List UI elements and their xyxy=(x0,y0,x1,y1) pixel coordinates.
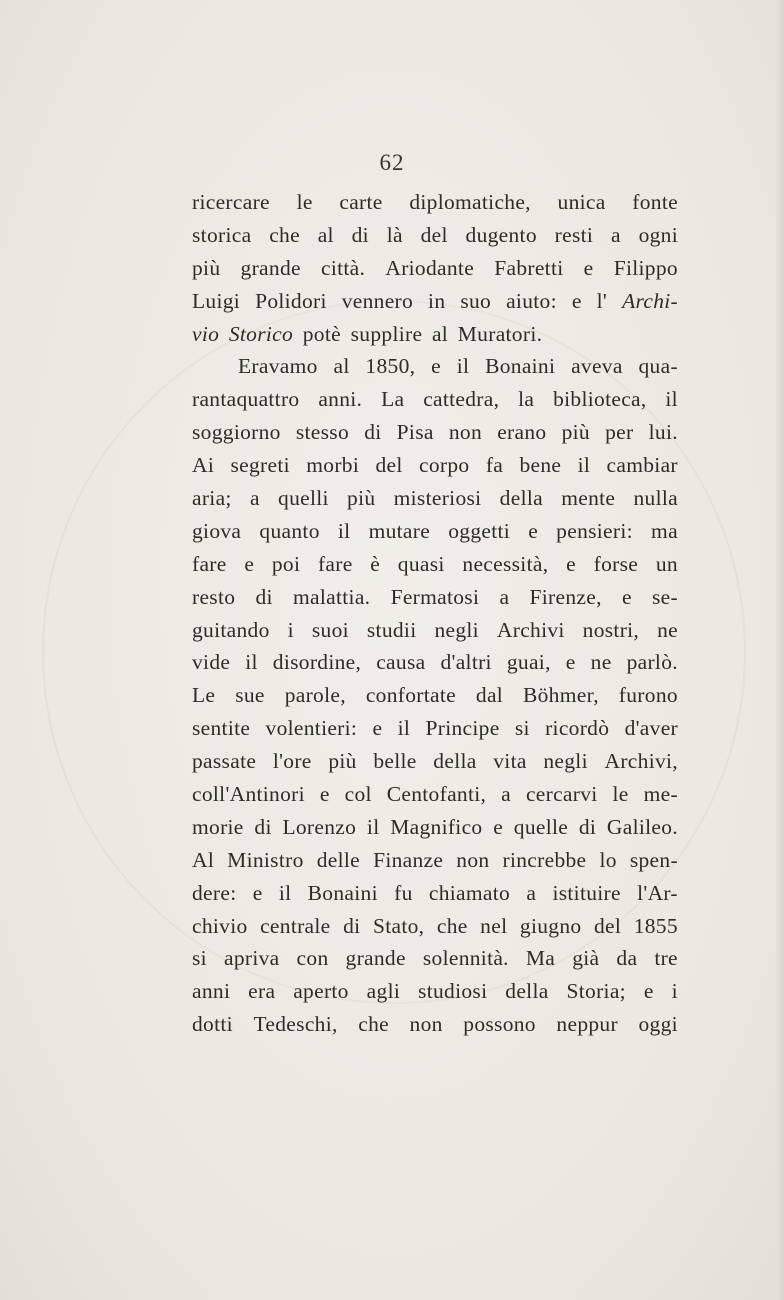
text-line xyxy=(192,350,678,383)
word: cercarvi xyxy=(525,782,598,807)
word: anni. xyxy=(318,387,363,412)
word: aiuto: xyxy=(506,288,557,313)
word: e xyxy=(528,518,539,543)
word: diplomatiche, xyxy=(409,190,531,214)
text-line xyxy=(192,416,678,449)
word: me- xyxy=(643,782,678,807)
word: si xyxy=(192,946,207,971)
word: era xyxy=(248,979,276,1004)
word: Al xyxy=(192,847,215,872)
word: con xyxy=(296,946,329,971)
word: Tedeschi, xyxy=(253,1012,338,1037)
word: giova xyxy=(192,518,242,543)
word: quasi xyxy=(397,551,445,576)
word: non xyxy=(448,420,483,445)
word: Ariodante xyxy=(385,255,475,280)
word: resto xyxy=(192,584,236,609)
text-line xyxy=(192,285,678,318)
word: al xyxy=(431,321,449,346)
word: Stato, xyxy=(372,913,425,938)
word: parole, xyxy=(284,683,346,708)
word: e xyxy=(319,782,330,807)
word: il xyxy=(337,518,351,543)
word: già xyxy=(572,946,600,971)
word: e xyxy=(566,551,576,576)
word: del xyxy=(420,222,448,247)
word: 1855 xyxy=(633,913,678,938)
word: Muratori. xyxy=(457,321,543,346)
word: misteriosi xyxy=(393,486,482,511)
word: Ministro xyxy=(227,847,304,872)
word: della xyxy=(499,486,543,511)
word: morbi xyxy=(306,453,360,478)
word: causa xyxy=(376,650,426,675)
word: oggi xyxy=(638,1012,678,1037)
text-line xyxy=(192,975,678,1008)
word: volentieri: xyxy=(265,716,358,741)
word: Bonaini xyxy=(307,880,378,905)
word: corpo xyxy=(419,453,470,478)
word: di xyxy=(364,420,382,445)
word: d'altri xyxy=(440,650,492,675)
word: Ma xyxy=(525,946,556,971)
word: un xyxy=(655,551,678,576)
word: grande xyxy=(240,255,301,280)
text-line xyxy=(192,844,678,877)
word: chiamato xyxy=(428,880,511,905)
text-line xyxy=(192,186,678,219)
italic-word: vio xyxy=(192,321,220,346)
word: storica xyxy=(192,222,252,247)
word: e xyxy=(372,716,383,741)
word: qua- xyxy=(638,354,678,379)
word: a xyxy=(501,782,511,807)
word: Fermatosi xyxy=(390,584,480,609)
word: oggetti xyxy=(448,518,511,543)
word: Magnifico xyxy=(390,814,483,839)
word: dal xyxy=(475,683,504,708)
word: per xyxy=(605,420,634,445)
word: fare xyxy=(317,551,353,576)
word: suo xyxy=(460,288,492,313)
word: ogni xyxy=(638,222,678,247)
text-line xyxy=(192,910,678,943)
word: l'ore xyxy=(272,749,312,774)
word: là xyxy=(386,222,403,247)
word: fa xyxy=(485,453,504,478)
word: studiosi xyxy=(418,979,488,1004)
word: cambiar xyxy=(606,453,678,478)
word: di xyxy=(578,814,597,839)
word: l'Ar- xyxy=(637,880,678,905)
word: dotti xyxy=(192,1012,233,1037)
word: tre xyxy=(654,946,678,971)
word: i xyxy=(671,979,678,1004)
word: sentite xyxy=(192,716,251,741)
word: e xyxy=(431,354,441,379)
word: Storia; xyxy=(566,979,626,1004)
word: e xyxy=(571,288,582,313)
word: ne xyxy=(657,617,678,642)
word: furono xyxy=(618,683,678,708)
word: l' xyxy=(596,288,608,313)
word: parlò. xyxy=(626,650,678,675)
word: dere: xyxy=(192,880,237,905)
word: da xyxy=(616,946,638,971)
word: nel xyxy=(480,913,508,938)
word: lui. xyxy=(648,420,678,445)
word: erano xyxy=(497,420,547,445)
word: il xyxy=(456,354,470,379)
word: unica xyxy=(557,190,606,214)
word: anni xyxy=(192,979,231,1004)
word: La xyxy=(381,387,405,412)
word: col xyxy=(344,782,372,807)
word: della xyxy=(433,749,477,774)
word: passate xyxy=(192,749,257,774)
word: il xyxy=(577,453,591,478)
text-line xyxy=(192,449,678,482)
word: a xyxy=(499,584,510,609)
word: a xyxy=(249,486,260,511)
word: Fabretti xyxy=(494,255,564,280)
word: aperto xyxy=(293,979,349,1004)
word: Archivi, xyxy=(604,749,678,774)
word: fare xyxy=(192,551,227,576)
word: istituire xyxy=(552,880,621,905)
word: nulla xyxy=(633,486,678,511)
word: supplire xyxy=(350,321,423,346)
word: giugno xyxy=(519,913,582,938)
word: più xyxy=(328,749,357,774)
text-line xyxy=(192,942,678,975)
word: si xyxy=(514,716,530,741)
word: belle xyxy=(373,749,417,774)
text-line xyxy=(192,778,678,811)
word: Luigi xyxy=(192,288,241,313)
page-edge xyxy=(776,0,784,1300)
word: dugento xyxy=(465,222,537,247)
word: di xyxy=(343,913,361,938)
word: possono xyxy=(463,1012,536,1037)
word: ricercare xyxy=(192,190,270,214)
word: e xyxy=(244,551,255,576)
word: guai, xyxy=(506,650,551,675)
word: agli xyxy=(366,979,401,1004)
word: a xyxy=(610,222,621,247)
word: apriva xyxy=(223,946,280,971)
word: spen- xyxy=(629,847,678,872)
word: 1850, xyxy=(365,354,416,379)
word: grande xyxy=(345,946,406,971)
word: quelle xyxy=(513,814,569,839)
word: e xyxy=(493,814,504,839)
word: aria; xyxy=(192,486,232,511)
word: Le xyxy=(192,683,216,708)
text-line xyxy=(192,877,678,910)
word: Principe xyxy=(425,716,500,741)
word: Finanze xyxy=(373,847,444,872)
word: Eravamo xyxy=(238,354,318,379)
text-line xyxy=(192,581,678,614)
text-line xyxy=(192,646,678,679)
word: il xyxy=(366,814,380,839)
word: malattia. xyxy=(293,584,371,609)
text-line xyxy=(192,679,678,712)
word: a xyxy=(526,880,537,905)
word: il xyxy=(397,716,411,741)
word: non xyxy=(456,847,490,872)
word: e xyxy=(643,979,654,1004)
text-line xyxy=(192,548,678,581)
word: aveva xyxy=(571,354,623,379)
text-line xyxy=(192,219,678,252)
word: mente xyxy=(561,486,616,511)
word: negli xyxy=(543,749,588,774)
word: che xyxy=(358,1012,389,1037)
word: vita xyxy=(493,749,527,774)
word: studii xyxy=(366,617,417,642)
word: è xyxy=(370,551,381,576)
text-line xyxy=(192,515,678,548)
word: del xyxy=(593,913,622,938)
word: delle xyxy=(316,847,360,872)
word: poi xyxy=(271,551,301,576)
italic-word: Storico xyxy=(228,321,294,346)
text-line xyxy=(192,712,678,745)
page-number: 62 xyxy=(379,150,405,175)
word: suoi xyxy=(311,617,349,642)
word: coll'Antinori xyxy=(192,782,305,807)
word: carte xyxy=(339,190,383,214)
word: biblioteca, xyxy=(553,387,647,412)
text-line xyxy=(192,1008,678,1041)
word: di xyxy=(255,584,273,609)
word: che xyxy=(269,222,300,247)
word: di xyxy=(254,814,272,839)
word: morie xyxy=(192,814,244,839)
word: la xyxy=(518,387,535,412)
text-line xyxy=(192,318,678,351)
word: sue xyxy=(235,683,265,708)
word: Galileo. xyxy=(606,814,678,839)
word: vide xyxy=(192,650,231,675)
word: Bonaini xyxy=(485,354,556,379)
word: Lorenzo xyxy=(282,814,357,839)
word: Firenze, xyxy=(529,584,602,609)
word: fu xyxy=(394,880,413,905)
text-line xyxy=(192,252,678,285)
word: stesso xyxy=(295,420,350,445)
word: della xyxy=(505,979,549,1004)
word: il xyxy=(278,880,292,905)
text-line xyxy=(192,745,678,778)
word: d'aver xyxy=(624,716,678,741)
word: confortate xyxy=(365,683,456,708)
word: quanto xyxy=(259,518,320,543)
word: segreti xyxy=(230,453,290,478)
word: al xyxy=(333,354,350,379)
word: che xyxy=(436,913,468,938)
word: se- xyxy=(652,584,678,609)
word: e xyxy=(252,880,263,905)
text-line xyxy=(192,482,678,515)
word: più xyxy=(347,486,376,511)
word: disordine, xyxy=(272,650,362,675)
word: resti xyxy=(554,222,594,247)
word: lo xyxy=(599,847,617,872)
word: guitando xyxy=(192,617,270,642)
word: ricordò xyxy=(545,716,610,741)
text-line xyxy=(192,614,678,647)
text-line xyxy=(192,811,678,844)
word: chivio xyxy=(192,913,248,938)
word: negli xyxy=(434,617,479,642)
word: Archivi xyxy=(496,617,565,642)
word: del xyxy=(375,453,403,478)
word: neppur xyxy=(556,1012,618,1037)
word: Centofanti, xyxy=(386,782,487,807)
word: centrale xyxy=(260,913,331,938)
word: le xyxy=(296,190,313,214)
word: al xyxy=(317,222,334,247)
word: Pisa xyxy=(396,420,434,445)
word: Polidori xyxy=(255,288,327,313)
word: mutare xyxy=(368,518,431,543)
word: soggiorno xyxy=(192,420,281,445)
word: e xyxy=(621,584,632,609)
word: nostri, xyxy=(582,617,640,642)
word: più xyxy=(192,255,221,280)
word: in xyxy=(428,288,446,313)
word: i xyxy=(287,617,294,642)
word: solennità. xyxy=(422,946,509,971)
word: non xyxy=(409,1012,443,1037)
word: forse xyxy=(593,551,639,576)
word: necessità, xyxy=(462,551,549,576)
word: le xyxy=(612,782,629,807)
text-line xyxy=(192,383,678,416)
word: Filippo xyxy=(613,255,678,280)
word: il xyxy=(665,387,678,412)
word: Böhmer, xyxy=(522,683,599,708)
word: e xyxy=(565,650,576,675)
word: pensieri: xyxy=(556,518,633,543)
word: ne xyxy=(590,650,612,675)
body-text xyxy=(192,186,678,1041)
word: città. xyxy=(321,255,366,280)
italic-word: Archi- xyxy=(622,288,678,313)
word: più xyxy=(561,420,590,445)
word: rincrebbe xyxy=(502,847,587,872)
word: rantaquattro xyxy=(192,387,300,412)
word: potè xyxy=(302,321,341,346)
word: cattedra, xyxy=(423,387,500,412)
word: quelli xyxy=(278,486,329,511)
word: vennero xyxy=(341,288,414,313)
word: bene xyxy=(519,453,562,478)
word: di xyxy=(351,222,369,247)
word: ma xyxy=(651,518,678,543)
word: il xyxy=(245,650,258,675)
word: Ai xyxy=(192,453,215,478)
word: fonte xyxy=(632,190,678,214)
word: e xyxy=(583,255,594,280)
